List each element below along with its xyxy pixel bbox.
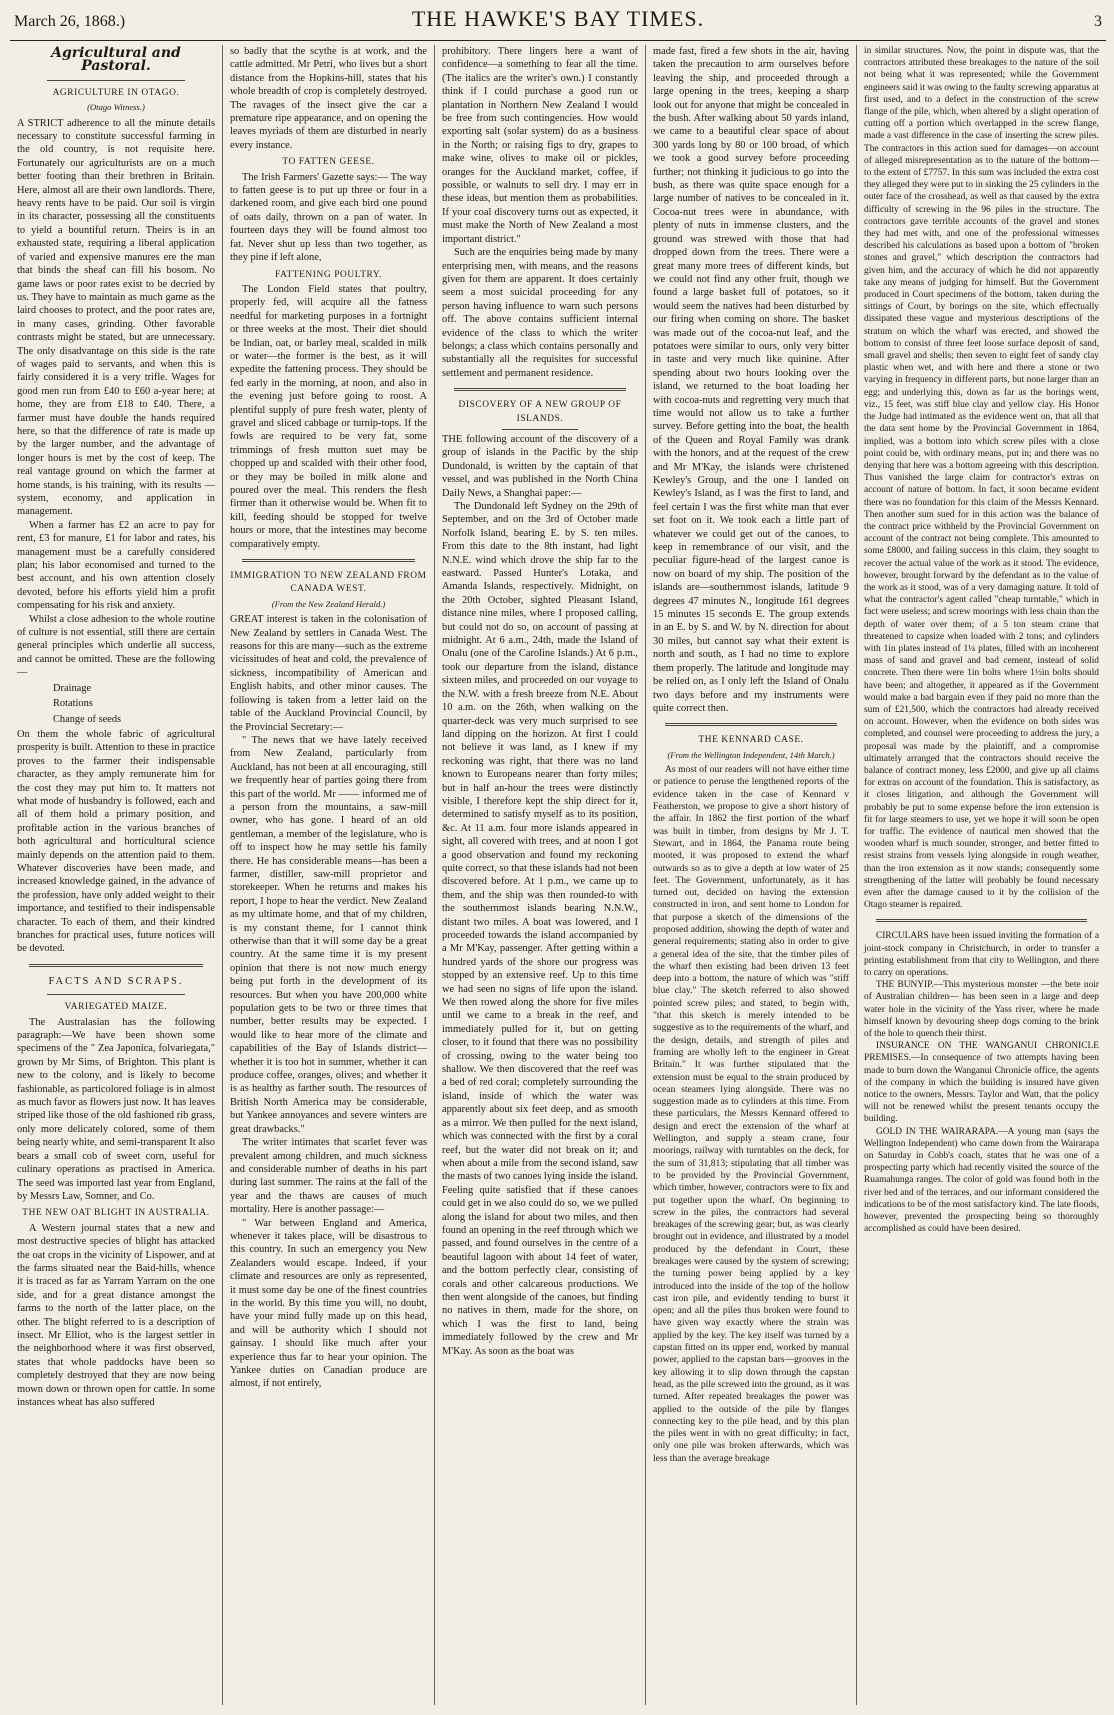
divider bbox=[454, 388, 626, 391]
section-title-facts: FACTS AND SCRAPS. bbox=[48, 975, 184, 987]
divider bbox=[665, 723, 837, 726]
article-headline: DISCOVERY OF A NEW GROUP OF ISLANDS. bbox=[458, 400, 622, 424]
paragraph: When a farmer has £2 an acre to pay for rent, £3 for manure, £1 for labor and rates, his management must be a carefully considered plan; his labor economised and turned to the best account, and his own attention closely devoted, before his efforts yield him a profit compensating for his risk and anxiety. bbox=[17, 519, 215, 612]
paragraph: Such are the enquiries being made by many enterprising men, with means, and the reasons given for them are apparent. It does certainly seem a most suicidal proceeding for any person having influence to warn such persons off. The above contains sufficient internal evidence of the class to which the writer belongs; a class which contains personally and substantially all the requisites for successful settlement and permanent residence. bbox=[442, 247, 638, 379]
divider bbox=[242, 559, 415, 562]
article-headline: FATTENING POULTRY. bbox=[275, 269, 382, 280]
paragraph: THE BUNYIP.—This mysterious monster —the bete noir of Australian children— has been seen in a large and deep water hole in the vicinity of the Yass river, where he made himself known by devouring sheep dogs coming to the brink of the hole to quench their thirst. bbox=[864, 980, 1099, 1040]
paragraph: The writer intimates that scarlet fever was prevalent among children, and much sickness and considerable number of deaths in his part during last summer. The rains at the fall of the year and the thaws are causes of much mortality. Here is another passage:— bbox=[230, 1137, 427, 1216]
article-source: (From the Wellington Independent, 14th March.) bbox=[667, 749, 835, 760]
article-source: (From the New Zealand Herald.) bbox=[271, 598, 386, 609]
paragraph: The London Field states that poultry, properly fed, will acquire all the fatness needful for marketing purposes in a fortnight or three weeks at the most. Their diet should be Indian, oat, or barley meal, scalded in milk or water—the former is the best, as it will expedite the fattening process. They should be fed early in the morning, at noon, and also in the evening just before going to roost. A plentiful supply of pure fresh water, plenty of gravel and sliced cabbage or turnip-tops. If the fowls are required to be very fat, some trimmings of fresh mutton suet may be chopped up and scalded with their other food, or they may be boiled in milk alone and poured over the meal. This renders the flesh firmer than it otherwise would be. When fit to kill, feeding should be stopped for twelve hours or more, that the intestines may become comparatively empty. bbox=[230, 283, 427, 550]
paragraph: made fast, fired a few shots in the air, having taken the precaution to arm ourselves before leaving the ship, and proceeded through a large opening in the trees, keeping a sharp look out for anyone that might be concealed in the bush. After walking about 50 yards inland, we came to a beautiful clear space of about 300 yards long by 80 or 100 broad, of which we took a good survey before proceeding further; not thinking it judicious to go into the bush, as there was quite space enough for a large number of natives to be concealed in it. Cocoa-nut trees were in abundance, with plenty of nuts in immense clusters, and the ground was strewed with those that had dropped down from the trees. There were a great many more trees of different kinds, but we could not find any other fruit, though we found a large basket full of potatoes, so it would seem the natives had been disturbed by our firing when coming on shore. The basket was made out of the cocoa-nut leaf, and the potatoes were similar to ours, only very bitter in taste and very much like quinine. After spending about two hours looking over the island, we returned to the boat loading her with cocoa-nuts and regretting very much that time would not allow us to take a further survey. Before getting into the boat, the health of the Queen and Royal Family was drank with the honors, and at the request of the crew and Mr M'Kay, the islands were christened Kewley's Group, and the one I landed on Kewley's Island, as I was the first to land, and feel certain I was the first white man that ever set foot on it. We took each a little part of whatever we could get out of the canoes, to keep in remembrance of our visit, and the peculiar figure-head of the largest canoe is now on board of my ship. The position of the islands are—southernmost islands, latitude 9 degrees 47 minutes N., longitude 161 degrees 15 minutes 15 seconds E. The group extends in an E. by S. and W. by N. direction for about 30 miles, but cannot say what their extent is north and south, as I had no time to explore them properly. The latitude and longitude may be relied on, as I only left the Island of Onalu two days before and my instruments were quite correct then. bbox=[653, 46, 849, 714]
list-item: Rotations bbox=[53, 698, 93, 710]
article-headline: IMMIGRATION TO NEW ZEALAND FROM CANADA WEST. bbox=[230, 571, 427, 595]
column-2 bbox=[223, 45, 435, 1705]
divider bbox=[29, 964, 203, 967]
article-headline: VARIEGATED MAIZE. bbox=[64, 1002, 168, 1013]
column-1 bbox=[10, 45, 223, 1705]
paragraph: As most of our readers will not have either time or patience to peruse the lengthened reports of the evidence taken in the case of Kennard v Featherston, we propose to give a short history of the affair. In 1862 the first portion of the wharf was built in timber, from designs by Mr J. T. Stewart, and in 1864, the Panama route being mooted, it was proposed to extend the wharf outwards so as to give a depth at low water of 25 feet. The Government, unfortunately, as it has turned out, decided on having the extension constructed in iron, and sent home to London for that purpose a sketch of the dimensions of the proposed addition, showing the depth of water and general requirements; stating also in order to give a general idea of the site, that the timber piles of the wharf then existing had been driven 13 feet deep into a bottom, the nature of which was "stiff blue clay." The sketch referred to also showed pointed screw piles; and stated, to begin with, "that this sketch is merely intended to be suggestive as to the requirements of the wharf, and the design, details, and strength of piles and framing are wholly left to the engineer in Great Britain." It was further stipulated that the extension must be equal to the strain produced by ocean steamers lying alongside. There was no suggestion made as to cylinders at this time. From these particulars, the Messrs Kennard offered to design and erect the extension of the wharf at Wellington, and supply a steam crane, four moorings, railway with turntables on the deck, for the sum of 31,813; stipulating that all timber was to be provided by the Provincial Government, which timber, however, contractors were to fix and put together upon the wharf. On beginning to screw in the piles, the contractors had several breakages of the screwing gear; but, as was clearly brought out in evidence, and illustrated by a model produced by the defendant in Court, these breakages were caused by the system of screwing; the turning power being applied by a key introduced into the inside of the top of the hollow cast iron pile, and evidently tending to burst it open; and all the piles thus broken were found to have given way exactly where the strain was applied by the key. The key itself was turned by a capstan fitted on its upper end, worked by manual power, applied to the capstan bars—grooves in the key allowing it to slip down through the capstan head, as the pile screwed into the ground, as it was turned. After repeated breakages the power was applied to the outside of the pile by flanges connecting key to the pile head, and by this plan the piles went in with no great difficulty; in fact, only one pile was broken afterwards, which was less than the average breakage bbox=[653, 764, 849, 1464]
divider bbox=[876, 919, 1087, 922]
columns bbox=[10, 45, 1106, 1705]
paragraph: INSURANCE ON THE WANGANUI CHRONICLE PREMISES.—In consequence of two attempts having been made to burn down the Wanganui Chronicle office, the agents of the company in which the building is insured have given notice to the owners, Messrs. Taylor and Watt, that the policy will not be renewed whilst the present tenants occupy the building. bbox=[864, 1041, 1099, 1125]
paragraph: The Irish Farmers' Gazette says:— The way to fatten geese is to put up three or four in a darkened room, and give each bird one pound of oats daily, thrown on a pan of water. In fourteen days they will be found almost too fat. Never shut up less than two together, as they pine if left alone, bbox=[230, 171, 427, 264]
article-headline: THE KENNARD CASE. bbox=[698, 735, 804, 746]
article-headline: TO FATTEN GEESE. bbox=[282, 157, 375, 168]
paragraph: On them the whole fabric of agricultural prosperity is built. Attention to these in practice proves to the farmer their indispensable character, as they amply remunerate him for the cost they may put him to. It matters not what mode of husbandry is followed, each and all of them hold a primary position, and profitable action in the various branches of both agricultural and horticultural science mainly depends on the attention paid to them. Whatever discoveries have been made, and increased knowledge gained, in the advance of the profession, have only added weight to their importance, and testified to their indispensable character. To each of them, and their kindred branches for practical uses, future notices will be devoted. bbox=[17, 728, 215, 955]
paragraph: The Australasian has the following paragraph:—We have been shown some specimens of the " Zea Japonica, folvariegata," grown by Mr Sims, of Brighton. This plant is new to the colony, and is likely to become fashionable, as particolored foliage is in almost as much favor as flowers just now. It has leaves striped like those of the old fashioned rib grass, only more delicately colored, some of them being nearly white, and semi-transparent It also bears a small cob of sweet corn, useful for culinary operations as practised in America. The seed was imported last year from England, by Messrs Law, Somner, and Co. bbox=[17, 1016, 215, 1202]
article-source: (Otago Witness.) bbox=[87, 102, 145, 113]
paragraph: CIRCULARS have been issued inviting the formation of a joint-stock company in Christchurch, in order to transfer a printing establishment from that city to Wellington, and there to carry on operations. bbox=[864, 931, 1099, 979]
masthead bbox=[10, 6, 1106, 41]
column-4 bbox=[646, 45, 857, 1705]
divider bbox=[47, 994, 185, 995]
paragraph: in similar structures. Now, the point in dispute was, that the contractors attributed these breakages to the nature of the soil not being what it was represented; while the Government engineers said it was owing to the faulty screwing apparatus at first used, and to a defect in the construction of the screw flange of the pile, which, when altered by a slight operation of cutting off a portion which overlapped in the screw flange, made a vast difference in the case of inserting the screw piles. The contractors in this action sued for damages—on account of alleged misrepresentation as to the nature of the bottom—to the extent of £7757. In this sum was included the extra cost they alleged they were put to in sinking the 25 cylinders in the outer face of the crosshead, as well as that caused by the extra difficulty of screwing in the 96 piles in the structure. The contractors gave terrible accounts of the gravel and stones they had met with, and one of the professional witnesses described his calculations as based upon a bottom of "broken stones and gravel," which description the contractors had given him, and the accuracy of which he did not apparently take any means of judging for himself. But the Government produced in Court specimens of the bottom, taken during the sittings of Court, by borings on the site, which effectually dissipated these vague and mysterious descriptions of the stratum on which the wharf was erected, and showed the bottom to consist of three feet loose surface deposit of sand, small gravel and shells; then seven to eight feet of sandy clay plastic when wet, and with here and there a stone or two varying in frequency in different parts, but none larger than an egg; and underlying this, down as far as the borings went, viz., 15 feet, was stiff blue clay and yellow clay. His Honor the Judge had intimated as the evidence went on, that all that the data sent home by the Provincial Government in 1864, implied, was a bottom into which screw piles with a close point could be, with ordinary means, put in; and there was no denying that here was a bottom agreeing with this description. Thus vanished the large claim for contractor's extras on account of nature of bottom. In fact, it soon became evident there was no foundation for this claim of the Messrs Kennard. Then another sum sued for in this action was the balance of the contract price withheld by the Provincial Government on account of the contract not being complete. This amounted to some £8000, and failing success in this claim, they sought to recover the actual value of the work as it stood. The evidence, however, brought forward by the defendant as to the value of the work as it stood, was of a very damaging nature. It told of what the contractor's agent called "cheap turntable," which in fact were useless; and screw moorings with less chain than the depth of water over them; of a 5 ton steam crane that threatened to capsize when loaded with 2 tons; and cylinders with 1in plates instead of 1¼ plates, filled with an incoherent mass of sand and gravel and bad cement, instead of solid concrete. Then there were 1in bolts where 1½in bolts should have been; and altogether, it appeared as if the Government would make a bad bargain even if they paid no more than the sum of £21,500, which the contractors had already received on account. However, when the evidence on both sides was completed, and counsel were proceeding to address the jury, a proposal was made by the plaintiff, and a compromise ultimately arranged that the contractors should receive the balance of contract money, less £2000, and give up all claims for extras on account of the foundation. This is satisfactory, as it closes litigation, and although the Government will probably be put to some expense before the iron extension is fit for large steamers to use, yet we hope it will soon be open for traffic. The evidence of nautical men showed that the wooden wharf is much sounder, stronger, and better fitted to resist strains from vessels lying alongside in rough weather, than the iron extension as it now stands; consequently some strengthening of the latter will probably be found necessary even after the damage caused to it by the collision of the Otago steamer is repaired. bbox=[864, 46, 1099, 911]
list-item: Drainage bbox=[53, 682, 92, 694]
section-title: Agricultural and Pastoral. bbox=[51, 45, 181, 75]
paragraph: so badly that the scythe is at work, and the cattle admitted. Mr Petri, who lives but a short distance from the Hopkins-hill, states that his whole breadth of crop is completely destroyed. The ravages of the insect give the car a premature ripe appearance, and on opening the leaves myriads of them are disturbed in nearly every instance. bbox=[230, 46, 427, 151]
paragraph: Whilst a close adhesion to the whole routine of culture is not essential, still there are certain general principles which underlie all success, and cannot be omitted. These are the following— bbox=[17, 613, 215, 679]
paragraph: prohibitory. There lingers here a want of confidence—a something to fear all the time. (The italics are the writer's own.) I constantly think if I could purchase a good run or plantation in Northern New Zealand I would be free from such contingencies. How would exporting salt (solar system) do as a business in the North; or raising figs to dry, grapes to make wine, olives to make oil or pickles, oranges for the Auckland market, coffee, if possible, or walnuts to sell dry. I may err in these ideas, but mention them as probabilities. If your coal discovery turns out as expected, it must make the North of New Zealand a most important district." bbox=[442, 46, 638, 245]
article-headline: AGRICULTURE IN OTAGO. bbox=[52, 87, 180, 98]
paragraph: " War between England and America, whenever it takes place, will be disastrous to this country. In such an emergency you New Zealanders would escape. Indeed, if your climate and resources are only as represented, it must some day be one of the finest countries in the world. By this time you will, no doubt, have your mind fully made up on this head, and will be authority which I should not gainsay. I should like much after your experience thus far to hear your opinion. The Yankee duties on Canadian produce are almost, if not entirely, bbox=[230, 1217, 427, 1390]
paragraph: GREAT interest is taken in the colonisation of New Zealand by settlers in Canada West. The reasons for this are many—such as the extreme vicissitudes of heat and cold, the prevalence of sickness, incompatibility of American and English habits, and other minor causes. The following is taken from a letter laid on the table of the Auckland Provincial Council, by the Provincial Secretary:— bbox=[230, 614, 427, 733]
paragraph: The Dundonald left Sydney on the 29th of September, and on the 3rd of October made Norfolk Island, bearing E. by S. ten miles. From this date to the 8th instant, had light N.N.E. wind which drove the ship far to the eastward. Passed Hunter's Lotaka, and Amanda Islands, respectively. Midnight, on the 20th October, sighted Pleasant Island, distance nine miles, where I proposed calling, but could not do so, on account of passing at midnight. At 6 a.m., 24th, made the Island of Onalu (one of the Caroline Islands.) At 6 p.m., took our departure from the island, distance sixteen miles, and proceeded on our voyage to the N.W. with a fresh breeze from N.E. About 10 a.m. on the 26th, when walking on the quarter-deck was very much surprised to see land dipping on the horizon. At first I could not believe it was land, as I knew if my reckoning was right, that there was no land known to Europeans nearer than forty miles; but in half an-hour the trees were distinctly visible, I therefore kept the ship direct for it, determined to satisfy myself as to its position, &c. At 11 a.m. four more islands appeared in sight, all covered with trees, and at noon I got a good observation and found my reckoning quite correct, so that these islands had not been discovered before. At 1 p.m., we came up to them, and the ship was then rounded-to with the southernmost islands bearing N.N.W., distant two miles. A boat was lowered, and I proceeded towards the island accompanied by a Mr M'Kay, passenger. After getting within a hundred yards of the shore our progress was stopped by an extensive reef. Up to this time we had seen no signs of life upon the island. We then rowed along the shore for five miles until we came to a break in the reef, and immediately pulled for it, but on getting closer, to it found that there was no possibility of crossing, owing to the water being too shallow. We then discovered that the reef was a bed of red coral; completely surrounding the island, inside of which the water was apparently about six feet deep, and as smooth as a mirror. We then pulled for the next island, which was connected with the first by a coral reef, but the water did not break on it; and when about a mile from the second island, saw the masts of two canoes lying inside the island. Feeling quite satisfied that if these canoes could get in we also could do so, we we pulled along the island for about two miles, and then found an opening in the reef through which we passed, and found ourselves in the centre of a beautiful lagoon with about 14 feet of water, and the bottom perfectly clear, consisting of corals and other calcareous productions. We then went alongside of the canoes, but finding no natives in them, made for the shore, on which I was the first to land, being immediately followed by the crew and Mr M'Kay. As soon as the boat was bbox=[442, 501, 638, 1357]
paragraph: " The news that we have lately received from New Zealand, particularly from Auckland, has not been at all encouraging, still we frequently hear of parties going there from this part of the world. Mr —— informed me of a person from the mountains, a saw-mill owner, who has gone. I heard of an old gentleman, a member of the legislature, who is off to inspect how he may settle his family there. He has considerable means—has been a farmer, distiller, saw-mill proprietor and storekeeper. When he returns and makes his report, I hope to hear the verdict. New Zealand as my ultimate home, and that of my children, is my constant theme, for I cannot think otherwise than that it will some day be a great country. At the same time it is my present opinion that there is not now much energy being put forth in the development of its resources. But when you have 200,000 white population gets to be two or three times that number, better results may be expected. I would like to hear more of the climate and capabilities of the Bay of Islands district—whether it is too hot in summer, whether it can produce coffee, oranges, olives; and whether it is as healthy as farther south. The resources of British North America may be considerable, but Yankee annoyances and severe winters are great drawbacks." bbox=[230, 734, 427, 1135]
column-3 bbox=[435, 45, 646, 1705]
paragraph: GOLD IN THE WAIRARAPA.—A young man (says the Wellington Independent) who came down from the Wairarapa on Saturday in Cobb's coach, states that he was one of a prospecting party which had recently visited the source of the Ruamahunga ranges. The color of gold was found both in the river bed and of the terraces, and our informant considered the indications to be of the most satisfactory kind. The late floods, however, prevented the prospecting being so thoroughly accomplished as could have been desired. bbox=[864, 1126, 1099, 1235]
column-5 bbox=[857, 45, 1106, 1705]
divider bbox=[47, 80, 185, 81]
article-headline: THE NEW OAT BLIGHT IN AUSTRALIA. bbox=[22, 1208, 210, 1219]
paragraph: A Western journal states that a new and most destructive species of blight has attacked the oat crops in the vicinity of Lispower, and at the farms situated near the Baid-hills, whence it is traced as far as Yarram Yarram on the one side, and for a great distance amongst the farms to the north of the latter place, on the other. The blight referred to is a description of insect. Mr Elliot, who is the largest settler in the neighborhood where it was first observed, states that whole paddocks have been so completely destroyed that they are now being mown down or thrown open for cattle. In some instances wheat has also suffered bbox=[17, 1222, 215, 1408]
paragraph: A STRICT adherence to all the minute details necessary to constitute successful farming in the old country, is not requisite here. Fortunately our agriculturists are on a much better footing than their brethren in Britain. Here, almost all are their own landlords. There, heavy rents have to be paid. Our soil is virgin in its character, possessing all the constituents to yield a bountiful return. Theirs is in an exhausted state, requiring a liberal application of varied and expensive manures ere the man that binds the sheaf can fill his bosom. No game laws or poor rates exist to be decried by us. They have to maintain as much game as the laird chooses to protect, and the poor rates are, in many cases, grinding. Other favorable contrasts might be stated, but are unnecessary. The only disadvantage on this side is the rate of wages paid to servants, and when this is fairly considered it is a very trifle. Wages for good men run from £40 to £60 a-year here; at home, they are from £18 to £40. There, a farmer must have double the hands required here, so that the difference of rate is made up by the larger number, and the advantage of longer hours is met by the cost of keep. The real vantage ground on which the farmer at home stands, is his training, with its results —system, economy, and application in management. bbox=[17, 117, 215, 518]
newspaper-title: THE HAWKE'S BAY TIMES. bbox=[411, 6, 705, 31]
issue-date: March 26, 1868.) bbox=[14, 13, 126, 30]
list-item: Change of seeds bbox=[53, 713, 122, 725]
page-number: 3 bbox=[1094, 13, 1102, 30]
divider bbox=[502, 429, 578, 430]
paragraph: THE following account of the discovery of a group of islands in the Pacific by the ship Dundonald, is written by the captain of that vessel, and was published in the North China Daily News, a Shanghai paper:— bbox=[442, 433, 638, 499]
